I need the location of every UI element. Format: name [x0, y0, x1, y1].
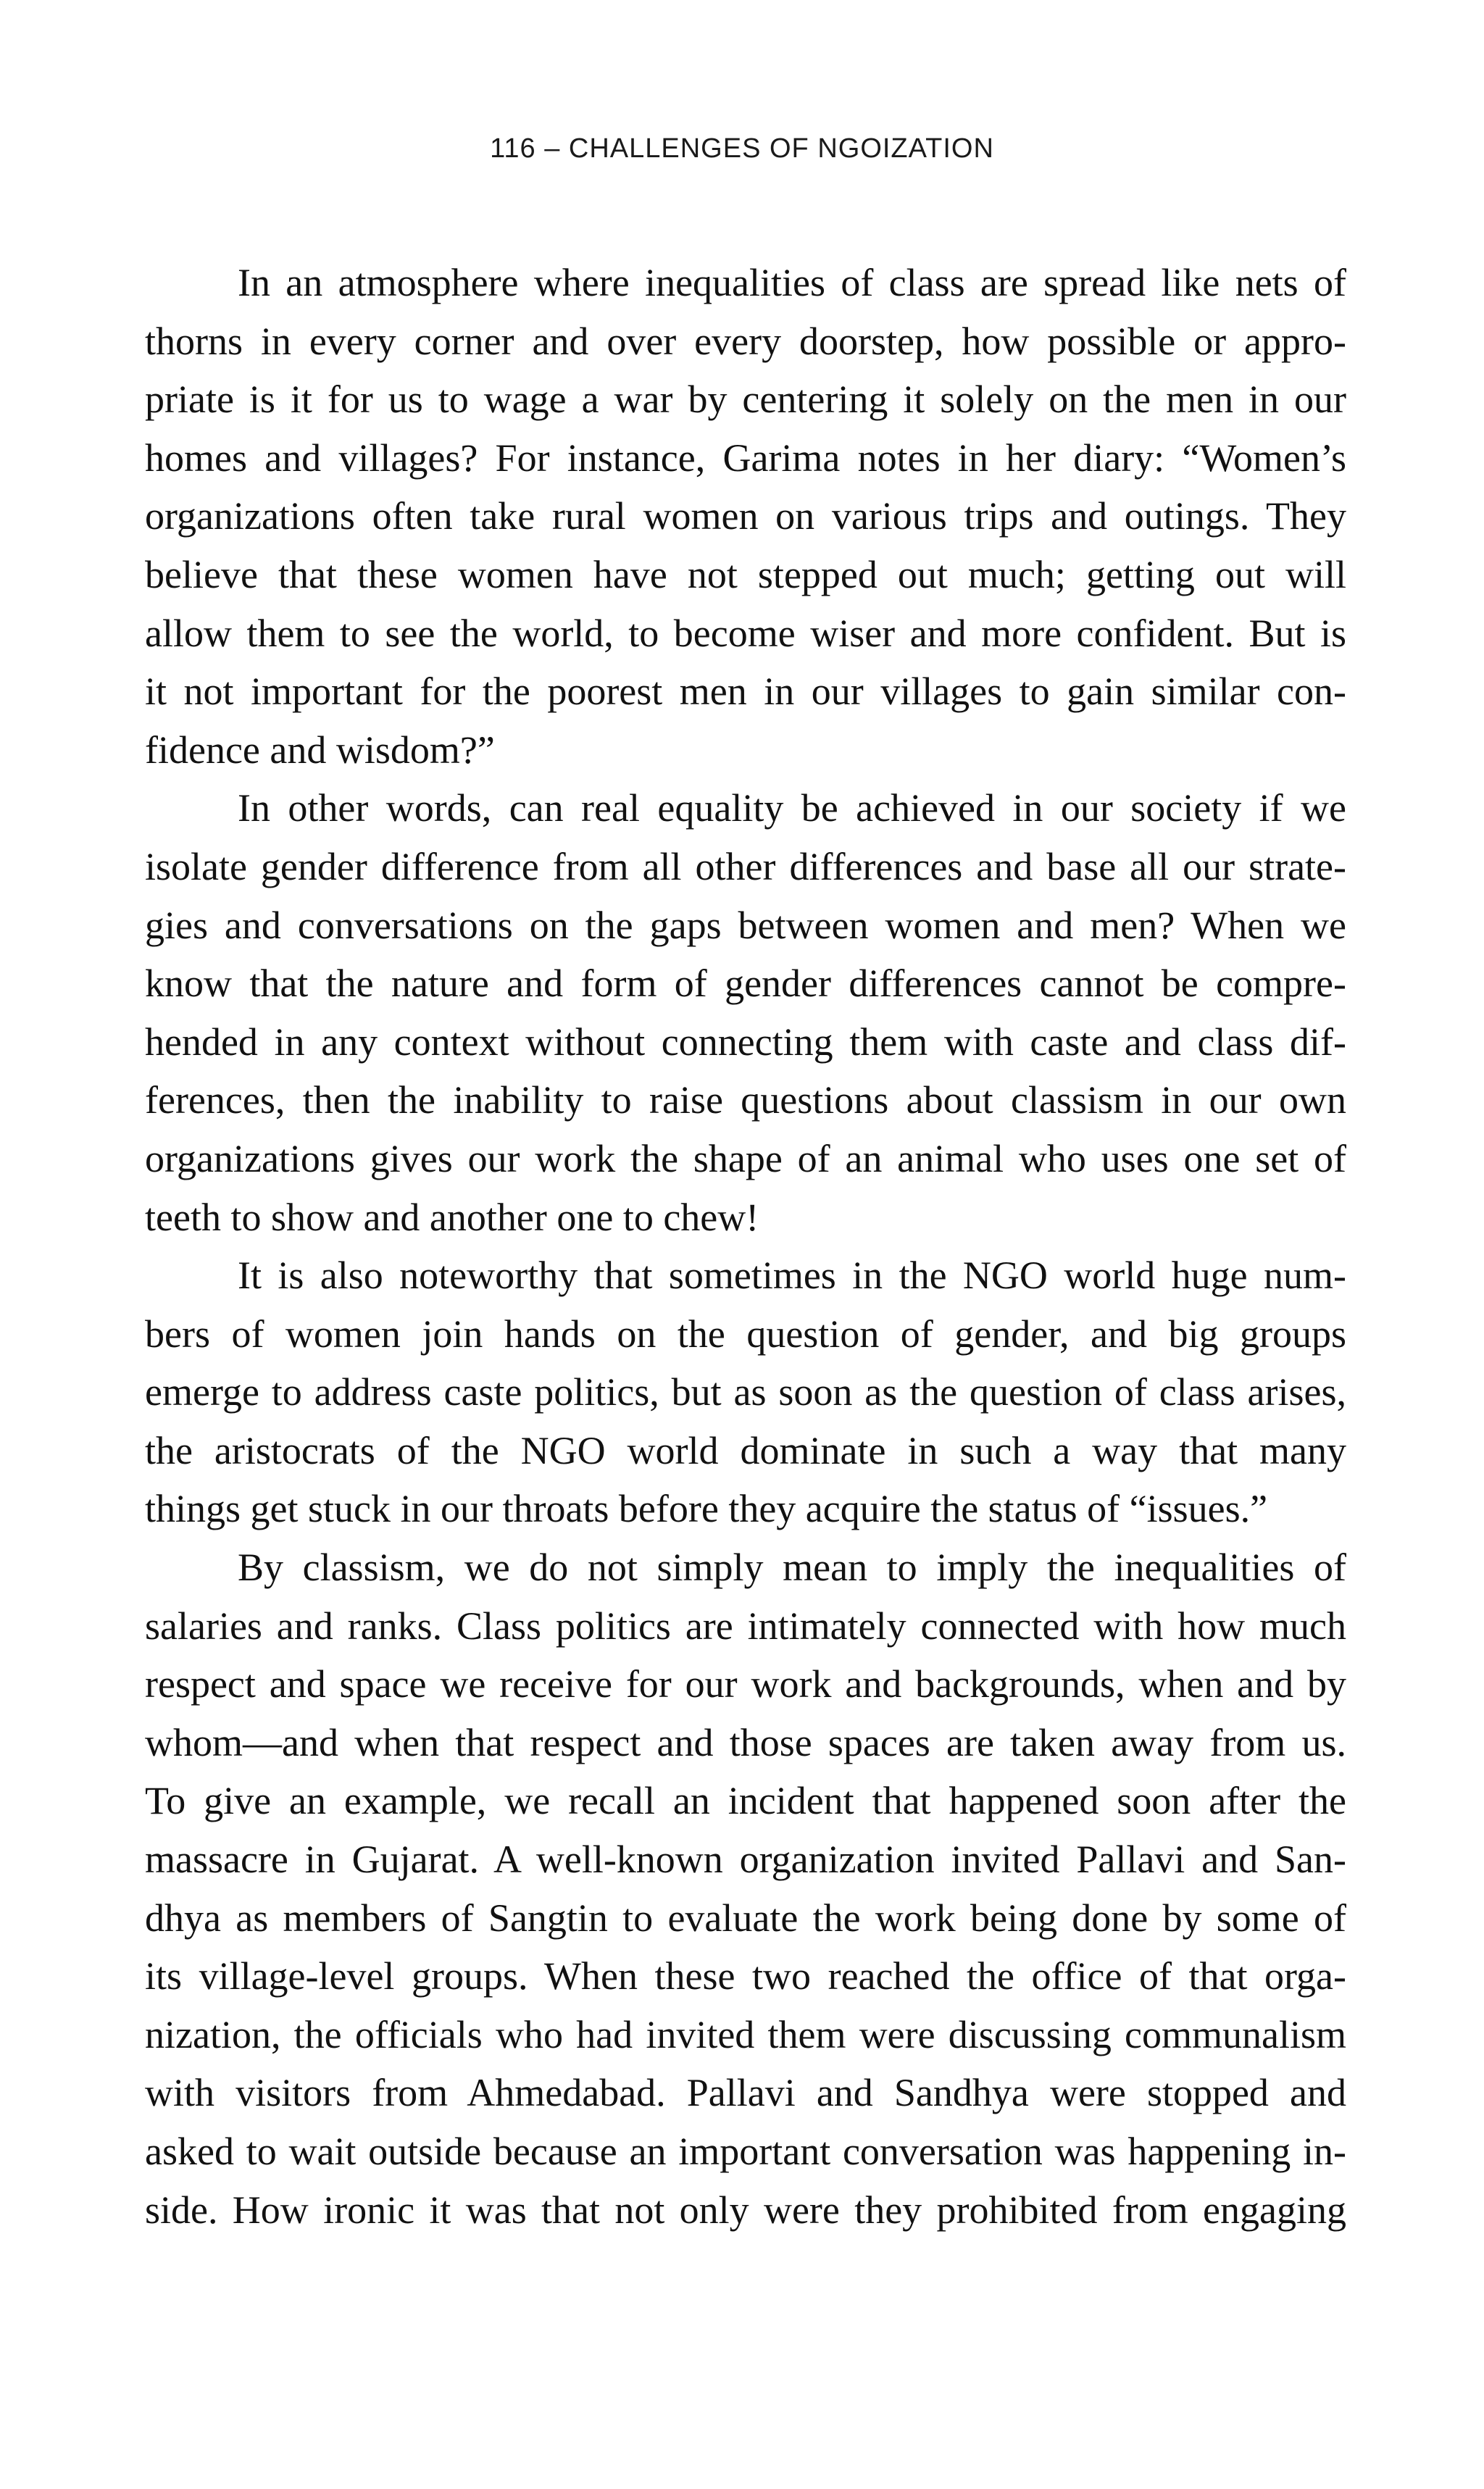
text-line: thorns in every corner and over every doorstep, how possible or appro-: [145, 319, 1346, 363]
text-line: organizations gives our work the shape of an animal who uses one set of: [145, 1136, 1346, 1180]
text-line: its village-level groups. When these two reached the office of that orga-: [145, 1954, 1346, 1998]
paragraph: [145, 779, 1346, 1246]
text-line: with visitors from Ahmedabad. Pallavi and Sandhya were stopped and: [145, 2071, 1346, 2115]
text-line: salaries and ranks. Class politics are intimately connected with how much: [145, 1604, 1346, 1648]
text-line: By classism, we do not simply mean to imply the inequalities of: [238, 1546, 1346, 1590]
text-line: asked to wait outside because an important conversation was happening in-: [145, 2130, 1346, 2173]
text-line: side. How ironic it was that not only were they prohibited from engaging: [145, 2188, 1346, 2232]
text-line: gies and conversations on the gaps between women and men? When we: [145, 903, 1346, 947]
text-line: It is also noteworthy that sometimes in the NGO world huge num-: [238, 1254, 1346, 1298]
text-line: allow them to see the world, to become wiser and more confident. But is: [145, 611, 1346, 655]
paragraph: [145, 254, 1346, 779]
text-line: things get stuck in our throats before they acquire the status of “issues.”: [145, 1487, 1268, 1531]
text-line: nization, the officials who had invited them were discussing communalism: [145, 2012, 1346, 2056]
text-line: To give an example, we recall an incident that happened soon after the: [145, 1779, 1346, 1823]
text-line: dhya as members of Sangtin to evaluate the work being done by some of: [145, 1896, 1346, 1940]
text-line: In an atmosphere where inequalities of class are spread like nets of: [238, 261, 1346, 304]
text-line: organizations often take rural women on various trips and outings. They: [145, 494, 1346, 538]
text-line: priate is it for us to wage a war by centering it solely on the men in our: [145, 378, 1346, 422]
text-line: fidence and wisdom?”: [145, 727, 495, 772]
text-line: know that the nature and form of gender differences cannot be compre-: [145, 962, 1346, 1006]
paragraph: [145, 1246, 1346, 1538]
text-line: teeth to show and another one to chew!: [145, 1195, 759, 1239]
text-line: massacre in Gujarat. A well-known organization invited Pallavi and San-: [145, 1838, 1346, 1882]
text-line: whom—and when that respect and those spaces are taken away from us.: [145, 1720, 1346, 1764]
text-line: it not important for the poorest men in our villages to gain similar con-: [145, 670, 1346, 714]
paragraph: [145, 1538, 1346, 2239]
text-line: believe that these women have not stepped out much; getting out will: [145, 552, 1346, 596]
body-text: [145, 254, 1346, 2239]
text-line: In other words, can real equality be achieved in our society if we: [238, 786, 1346, 830]
text-line: bers of women join hands on the question of gender, and big groups: [145, 1312, 1346, 1356]
text-line: emerge to address caste politics, but as soon as the question of class arises,: [145, 1370, 1346, 1414]
text-line: the aristocrats of the NGO world dominate in such a way that many: [145, 1428, 1346, 1472]
text-line: hended in any context without connecting them with caste and class dif-: [145, 1020, 1346, 1064]
running-head: 116 – CHALLENGES OF NGOIZATION: [490, 133, 994, 164]
text-line: ferences, then the inability to raise questions about classism in our own: [145, 1078, 1346, 1122]
text-line: isolate gender difference from all other differences and base all our strate-: [145, 844, 1346, 888]
text-line: respect and space we receive for our work and backgrounds, when and by: [145, 1662, 1346, 1706]
text-line: homes and villages? For instance, Garima notes in her diary: “Women’s: [145, 435, 1346, 480]
